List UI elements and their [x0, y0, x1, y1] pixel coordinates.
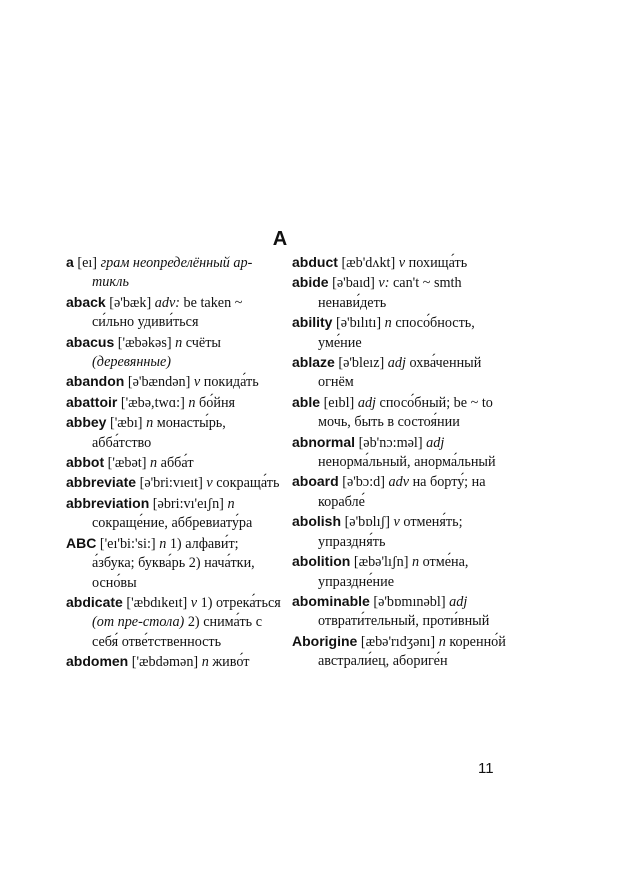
part-of-speech: n [150, 455, 158, 472]
transcription: [ə'bɒlıʃ] [344, 514, 390, 531]
headword: abolish [292, 513, 342, 530]
transcription: ['æbdəmən] [131, 654, 199, 671]
part-of-speech: n [146, 415, 154, 432]
definition: монасты́рь, абба́тство [92, 415, 226, 451]
entry [292, 253, 514, 273]
definition: счёты [185, 334, 221, 351]
entry [66, 453, 281, 473]
transcription: [æb'dʌkt] [341, 255, 396, 271]
definition: абба́т [160, 455, 194, 472]
part-of-speech: adv: [154, 294, 180, 311]
transcription: [ə'bri:vıeıt] [139, 475, 203, 492]
headword: abandon [66, 373, 125, 390]
transcription: [əb'nɔ:məl] [358, 434, 423, 451]
left-column [66, 253, 281, 673]
headword: abbreviation [66, 494, 150, 511]
headword: a [66, 254, 74, 270]
entry [66, 293, 281, 333]
transcription: ['æbət] [107, 455, 147, 472]
definition: охва́ченный огнём [318, 355, 482, 391]
entry [66, 393, 281, 413]
part-of-speech: v [206, 475, 213, 492]
definition: отврати́тельный, проти́вный [318, 613, 490, 630]
headword: abdicate [66, 593, 123, 610]
definition: 1) алфави́т; а́збука; буква́рь 2) нача́тки, осно́вы [92, 535, 255, 591]
part-of-speech: adj [449, 593, 468, 610]
headword: abduct [292, 254, 338, 270]
transcription: [ə'bæk] [109, 294, 152, 311]
transcription: ['eı'bi:'si:] [99, 535, 156, 552]
headword: ablaze [292, 354, 335, 371]
entry [66, 333, 281, 373]
part-of-speech: adj [426, 434, 445, 451]
entry [66, 473, 281, 493]
part-of-speech: v [393, 514, 400, 531]
definition: be taken ~ си́льно удиви́ться [92, 294, 243, 331]
part-of-speech: v [193, 374, 201, 391]
label-note: (от пре-стола) [92, 614, 185, 631]
part-of-speech: n [411, 554, 420, 571]
transcription: [eıbl] [323, 394, 355, 411]
part-of-speech: n [201, 654, 209, 671]
definition: ненорма́льный, анорма́льный [318, 454, 496, 471]
transcription: ['æbı] [110, 415, 143, 432]
definition: похища́ть [408, 255, 468, 271]
headword: Aborigine [292, 632, 358, 649]
headword: ability [292, 314, 333, 331]
headword: abbot [66, 454, 105, 471]
headword: abide [292, 274, 329, 291]
transcription: [ə'bleız] [338, 355, 385, 372]
entry [292, 313, 514, 353]
entry [292, 592, 514, 632]
headword: abbreviate [66, 474, 137, 491]
transcription: [əbri:vı'eıʃn] [152, 495, 224, 512]
definition: отменя́ть; упраздня́ть [318, 514, 463, 550]
headword: abbey [66, 414, 107, 431]
headword: abattoir [66, 393, 118, 410]
part-of-speech: n [175, 334, 183, 351]
definition: коренно́й австрали́ец, абориге́н [318, 633, 506, 670]
transcription: ['æbdıkeıt] [126, 594, 188, 611]
label-note: грам неопределённый ар-тикль [92, 255, 253, 291]
definition: 1) отрека́ться [200, 594, 281, 611]
part-of-speech: v [190, 594, 198, 611]
transcription: [ə'bændən] [127, 374, 191, 391]
entry [292, 433, 514, 473]
transcription: [æbə'lıʃn] [353, 554, 409, 571]
transcription: [ə'bɔ:d] [342, 474, 385, 491]
headword: ABC [66, 534, 97, 551]
headword: abominable [292, 592, 370, 609]
entry [66, 652, 281, 672]
entry [66, 372, 281, 392]
right-column [292, 253, 514, 672]
headword: able [292, 393, 321, 410]
part-of-speech: adv [388, 474, 410, 491]
entry [292, 512, 514, 552]
definition: сокраще́ние, аббревиату́ра [92, 515, 253, 532]
entry [66, 253, 281, 293]
transcription: [eı] [77, 255, 98, 271]
definition: живо́т [212, 654, 250, 671]
transcription: ['æbə,twɑ:] [120, 394, 185, 411]
headword: abdomen [66, 653, 129, 670]
definition: отме́на, упраздне́ние [318, 554, 469, 590]
entry [292, 632, 514, 672]
definition: сокраща́ть [216, 475, 280, 492]
entry [292, 393, 514, 433]
transcription: [ə'bɒmınəbl] [373, 593, 446, 610]
entry [66, 593, 281, 652]
entry [66, 494, 281, 534]
definition: покида́ть [203, 374, 259, 391]
headword: aback [66, 293, 106, 310]
section-letter: A [272, 228, 288, 250]
definition: спосо́бный; be ~ to мочь, быть в состоя́нии [318, 394, 493, 431]
headword: abacus [66, 333, 115, 350]
headword: abolition [292, 553, 351, 570]
label-note: (деревянные) [92, 354, 172, 371]
part-of-speech: n [159, 535, 167, 552]
part-of-speech: n [438, 633, 446, 650]
entry [66, 413, 281, 453]
entry [66, 534, 281, 593]
part-of-speech: v [398, 255, 406, 271]
page-number: 11 [478, 760, 494, 777]
entry [292, 273, 514, 313]
entry [292, 552, 514, 592]
transcription: [ə'baıd] [332, 275, 375, 292]
part-of-speech: v: [378, 275, 390, 292]
entry [292, 353, 514, 393]
definition: на борту́; на корабле́ [318, 474, 486, 510]
transcription: ['æbəkəs] [117, 334, 172, 351]
transcription: [ə'bılıtı] [336, 315, 382, 332]
part-of-speech: n [188, 394, 196, 411]
definition: бо́йня [199, 394, 236, 411]
part-of-speech: n [384, 315, 392, 332]
definition: 2) снима́ть с себя́ отве́тственность [92, 614, 263, 650]
entry [292, 472, 514, 512]
headword: aboard [292, 473, 339, 490]
transcription: [æbə'rıdʒənı] [360, 633, 436, 650]
definition: can't ~ smth ненави́деть [318, 275, 462, 311]
headword: abnormal [292, 433, 356, 450]
part-of-speech: adj [357, 394, 376, 411]
part-of-speech: n [227, 495, 235, 512]
definition: спосо́бность, уме́ние [318, 315, 475, 351]
part-of-speech: adj [387, 355, 406, 372]
